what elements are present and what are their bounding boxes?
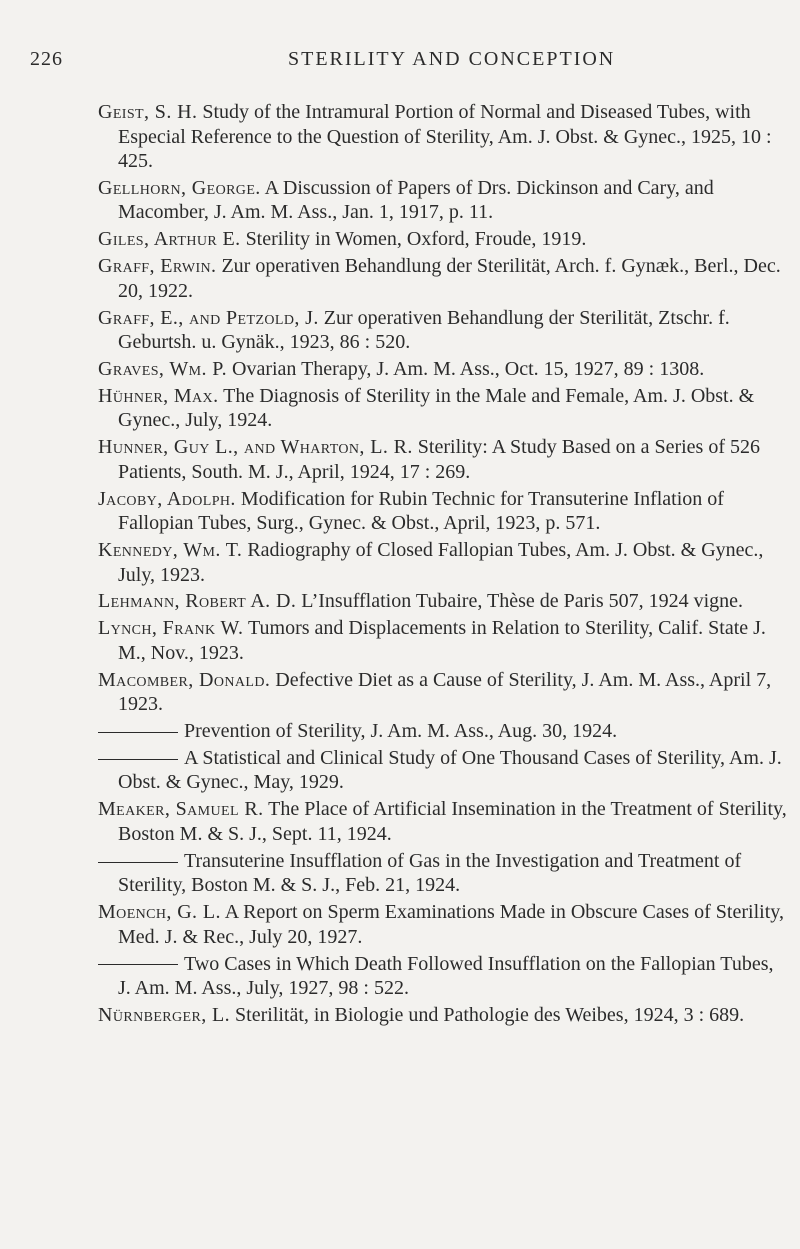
entry-text: A Statistical and Clinical Study of One Thousand Cases of Sterility, Am. J. Obst. & Gynec., May, 1929. (118, 746, 782, 794)
entry-author: Hühner, Max. (98, 384, 219, 407)
entry-text: Defective Diet as a Cause of Sterility, J. Am. M. Ass., April 7, 1923. (118, 668, 772, 716)
page-number: 226 (30, 48, 63, 70)
entry-text: Study of the Intramural Portion of Normal and Diseased Tubes, with Especial Reference to the Question of Sterility, Am. J. Obst. & Gynec., 1925, 10 : 425. (118, 101, 772, 172)
entry-text: Sterility: A Study Based on a Series of 526 Patients, South. M. J., April, 1924, 17 : 269. (118, 436, 761, 483)
bibliography-list (98, 100, 788, 1030)
entry-author: Kennedy, Wm. T. (98, 539, 243, 562)
entry-text: The Diagnosis of Sterility in the Male and Female, Am. J. Obst. & Gynec., July, 1924. (118, 384, 755, 432)
bibliography-entry (98, 900, 788, 949)
entry-text: The Place of Artificial Insemination in the Treatment of Sterility, Boston M. & S. J., Sept. 11, 1924. (118, 798, 787, 845)
entry-author: Gellhorn, George. (98, 176, 261, 199)
entry-text: Zur operativen Behandlung der Sterilität, Ztschr. f. Geburtsh. u. Gynäk., 1923, 86 : 520. (118, 306, 730, 354)
entry-text: Radiography of Closed Fallopian Tubes, Am. J. Obst. & Gynec., July, 1923. (118, 539, 764, 586)
bibliography-entry (98, 952, 788, 1001)
entry-author: Graff, Erwin. (98, 255, 217, 278)
entry-text: Prevention of Sterility, J. Am. M. Ass., Aug. 30, 1924. (184, 720, 618, 743)
entry-author: Lehmann, Robert A. D. (98, 590, 297, 613)
entry-text: Sterilität, in Biologie und Pathologie des Weibes, 1924, 3 : 689. (235, 1003, 745, 1026)
entry-author: Moench, G. L. (98, 901, 221, 924)
entry-text: Ovarian Therapy, J. Am. M. Ass., Oct. 15, 1927, 89 : 1308. (232, 357, 705, 380)
running-head: STERILITY AND CONCEPTION (288, 48, 616, 70)
entry-author: Meaker, Samuel R. (98, 798, 264, 821)
entry-author: Giles, Arthur E. (98, 228, 241, 251)
bibliography-entry (98, 668, 788, 717)
bibliography-entry (98, 746, 788, 795)
bibliography-entry (98, 384, 788, 433)
bibliography-entry (98, 227, 788, 252)
bibliography-entry (98, 306, 788, 355)
entry-text: Transuterine Insufflation of Gas in the Investigation and Treatment of Sterility, Boston M. & S. J., Feb. 21, 1924. (118, 849, 742, 897)
bibliography-entry (98, 538, 788, 587)
bibliography-entry (98, 487, 788, 536)
entry-author: Macomber, Donald. (98, 668, 271, 691)
entry-author: Lynch, Frank W. (98, 617, 244, 640)
bibliography-entry (98, 616, 788, 665)
bibliography-entry (98, 435, 788, 484)
entry-text: A Report on Sperm Examinations Made in Obscure Cases of Sterility, Med. J. & Rec., July 20, 1927. (118, 901, 784, 948)
ditto-dash (98, 732, 178, 733)
entry-author: Jacoby, Adolph. (98, 487, 236, 510)
bibliography-entry (98, 719, 788, 744)
bibliography-entry (98, 176, 788, 225)
entry-author: Hunner, Guy L., and Wharton, L. R. (98, 436, 413, 459)
ditto-dash (98, 964, 178, 965)
bibliography-entry (98, 100, 788, 174)
bibliography-entry (98, 1003, 788, 1028)
entry-text: Sterility in Women, Oxford, Froude, 1919. (245, 228, 587, 251)
entry-text: Zur operativen Behandlung der Sterilität, Arch. f. Gynæk., Berl., Dec. 20, 1922. (118, 255, 781, 302)
entry-text: Modification for Rubin Technic for Transuterine Inflation of Fallopian Tubes, Surg., Gynec. & Obst., April, 1923, p. 571. (118, 487, 724, 535)
bibliography-entry (98, 589, 788, 614)
bibliography-entry (98, 254, 788, 303)
entry-text: Tumors and Displacements in Relation to Sterility, Calif. State J. M., Nov., 1923. (118, 617, 766, 664)
entry-author: Nürnberger, L. (98, 1003, 231, 1026)
entry-text: Two Cases in Which Death Followed Insufflation on the Fallopian Tubes, J. Am. M. Ass., July, 1927, 98 : 522. (118, 952, 774, 1000)
bibliography-entry (98, 849, 788, 898)
entry-text: A Discussion of Papers of Drs. Dickinson and Cary, and Macomber, J. Am. M. Ass., Jan. 1, 1917, p. 11. (118, 176, 714, 224)
entry-author: Geist, S. H. (98, 101, 198, 123)
bibliography-entry (98, 357, 788, 382)
ditto-dash (98, 759, 178, 760)
entry-author: Graves, Wm. P. (98, 357, 228, 380)
bibliography-entry (98, 797, 788, 846)
entry-text: L’Insufflation Tubaire, Thèse de Paris 507, 1924 vigne. (301, 590, 744, 613)
ditto-dash (98, 862, 178, 863)
entry-author: Graff, E., and Petzold, J. (98, 306, 319, 329)
